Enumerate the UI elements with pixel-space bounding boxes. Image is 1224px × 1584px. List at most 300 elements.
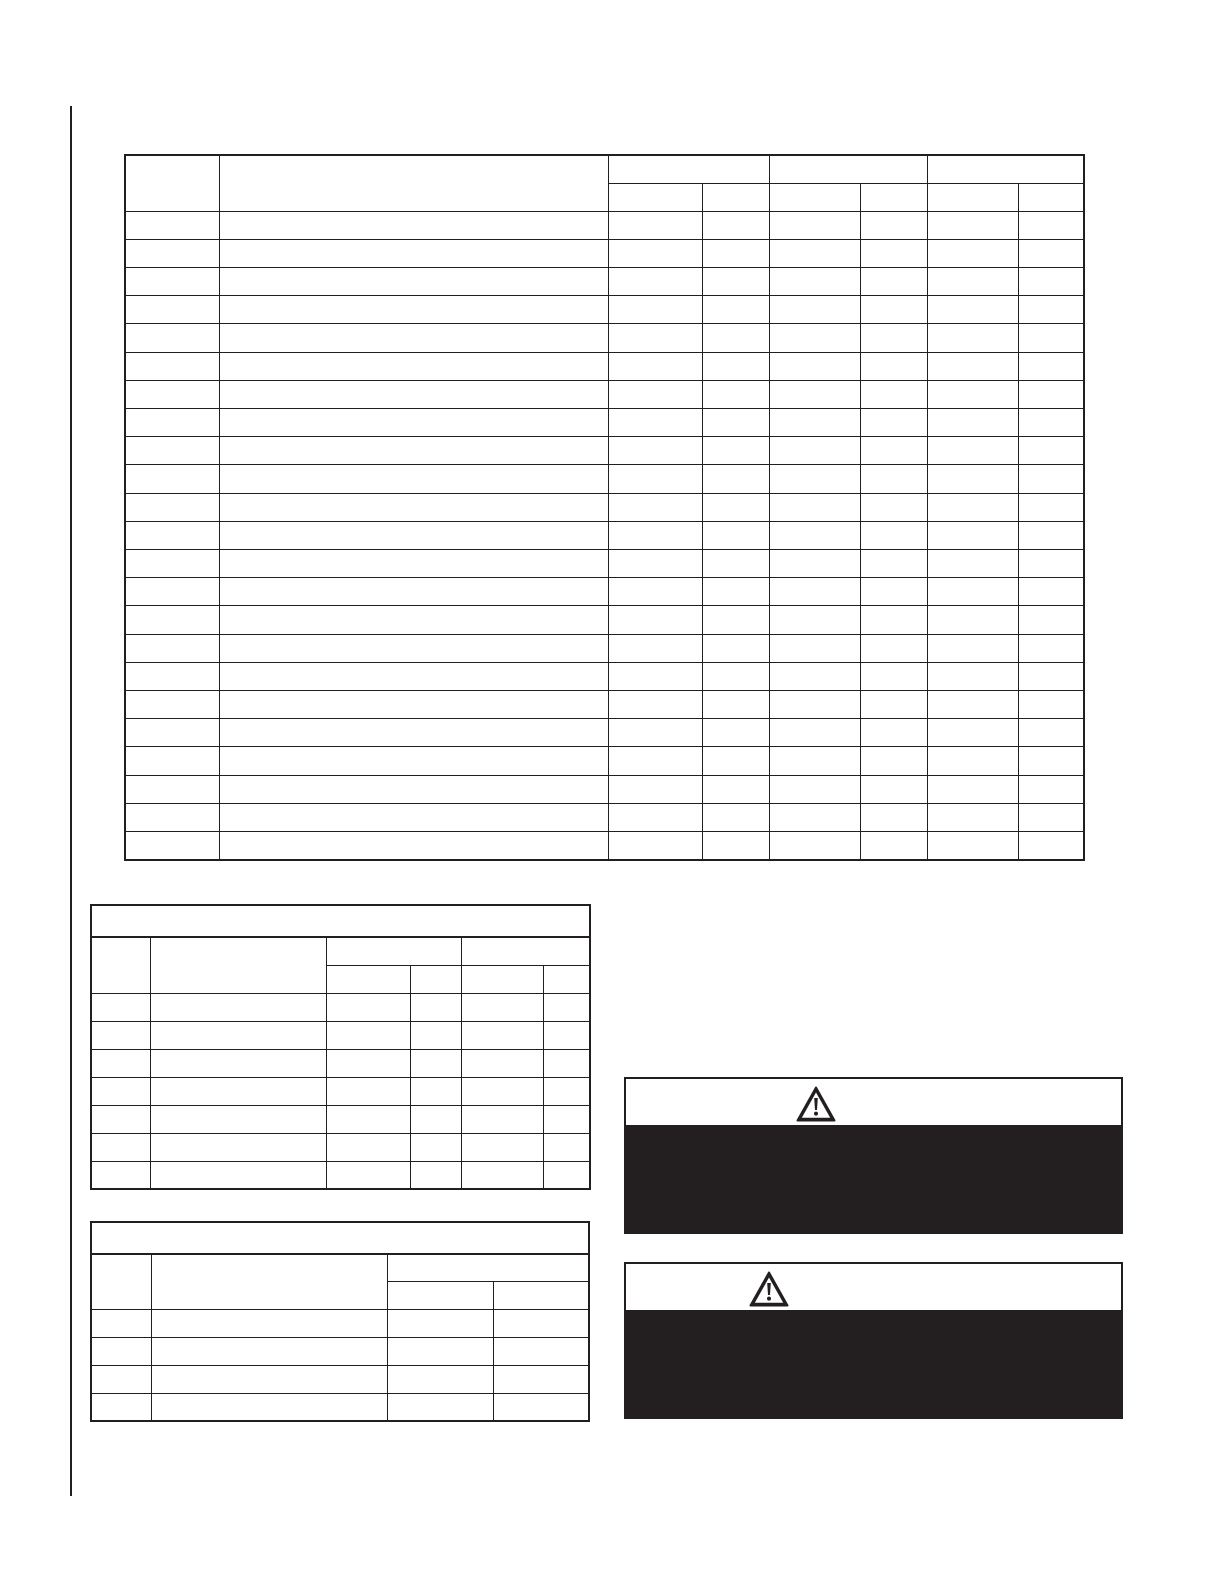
header-group-cell [927, 155, 1084, 183]
table-cell [125, 324, 219, 352]
table-cell [769, 690, 860, 718]
table-cell [219, 719, 608, 747]
header-group-cell [769, 155, 927, 183]
table-cell [125, 352, 219, 380]
table-row [125, 437, 1084, 465]
table-cell [91, 1309, 151, 1337]
table-cell [543, 1049, 590, 1077]
table-cell [150, 1133, 326, 1161]
table-cell [860, 606, 927, 634]
table-cell [543, 1021, 590, 1049]
warning-box [624, 1077, 1123, 1234]
table-cell [860, 634, 927, 662]
table-cell [927, 747, 1018, 775]
table-cell [769, 324, 860, 352]
table-cell [543, 1161, 590, 1189]
header-cell [125, 155, 219, 211]
table-cell [326, 1105, 410, 1133]
table-cell [860, 662, 927, 690]
table-cell [702, 549, 769, 577]
table-cell [608, 831, 702, 860]
table-cell [125, 662, 219, 690]
table-cell [125, 493, 219, 521]
table-cell [326, 1133, 410, 1161]
table-cell [91, 1021, 150, 1049]
table-cell [702, 493, 769, 521]
table-cell [91, 1105, 150, 1133]
table-cell [702, 324, 769, 352]
table-cell [219, 775, 608, 803]
table-cell [927, 803, 1018, 831]
table-cell [387, 1365, 493, 1393]
table-cell [927, 578, 1018, 606]
table-cell [493, 1309, 589, 1337]
table-cell [769, 775, 860, 803]
table-row [91, 1077, 590, 1105]
table-cell [927, 352, 1018, 380]
table-cell [125, 380, 219, 408]
table-row [91, 1049, 590, 1077]
table-row [91, 993, 590, 1021]
table-cell [769, 408, 860, 436]
table-row [125, 352, 1084, 380]
table-cell [219, 408, 608, 436]
table-cell [860, 719, 927, 747]
table-cell [860, 690, 927, 718]
header-cell [702, 183, 769, 211]
table-cell [769, 831, 860, 860]
table-cell [125, 747, 219, 775]
table-cell [927, 634, 1018, 662]
table-cell [608, 267, 702, 295]
table-cell [769, 437, 860, 465]
table-cell [860, 267, 927, 295]
table-cell [125, 803, 219, 831]
table-cell [702, 803, 769, 831]
table-cell [219, 662, 608, 690]
table-cell [387, 1337, 493, 1365]
table-cell [91, 1393, 151, 1421]
header-group-cell [387, 1254, 589, 1281]
table-cell [608, 803, 702, 831]
table-cell [769, 296, 860, 324]
table-cell [769, 747, 860, 775]
table-row [125, 549, 1084, 577]
table-cell [125, 690, 219, 718]
table-cell [927, 437, 1018, 465]
table-row [91, 1393, 589, 1421]
header-cell [326, 965, 410, 993]
table-cell [125, 296, 219, 324]
table-row [91, 1337, 589, 1365]
table-row [125, 211, 1084, 239]
table-cell [702, 521, 769, 549]
table-cell [860, 380, 927, 408]
table-cell [410, 1105, 461, 1133]
table-cell [1018, 521, 1084, 549]
table-cell [125, 521, 219, 549]
table-cell [860, 324, 927, 352]
table-cell [410, 1161, 461, 1189]
table-cell [860, 578, 927, 606]
table-cell [326, 1077, 410, 1105]
table-cell [493, 1365, 589, 1393]
table-cell [150, 1105, 326, 1133]
table-cell [608, 211, 702, 239]
table-cell [461, 1049, 543, 1077]
table-row [125, 719, 1084, 747]
table-row [91, 1161, 590, 1189]
table-row [91, 1309, 589, 1337]
table-row [125, 408, 1084, 436]
table-cell [927, 211, 1018, 239]
table-cell [927, 831, 1018, 860]
table-cell [860, 803, 927, 831]
table-cell [1018, 690, 1084, 718]
table-cell [543, 1133, 590, 1161]
table-cell [702, 267, 769, 295]
warning-triangle-icon [749, 1271, 789, 1307]
table-cell [769, 380, 860, 408]
table-cell [125, 211, 219, 239]
table-cell [769, 634, 860, 662]
table-cell [1018, 380, 1084, 408]
table-cell [608, 606, 702, 634]
table-cell [219, 634, 608, 662]
table-cell [702, 239, 769, 267]
table-cell [927, 296, 1018, 324]
table-cell [151, 1309, 387, 1337]
table-cell [860, 775, 927, 803]
table-cell [860, 831, 927, 860]
table-cell [769, 803, 860, 831]
header-cell [151, 1254, 387, 1309]
table-cell [461, 993, 543, 1021]
table-row [125, 690, 1084, 718]
table-cell [150, 1161, 326, 1189]
table-cell [219, 493, 608, 521]
table-cell [219, 831, 608, 860]
table-cell [608, 775, 702, 803]
table-cell [702, 380, 769, 408]
table-cell [702, 296, 769, 324]
table-cell [769, 719, 860, 747]
header-cell [1018, 183, 1084, 211]
table-row [125, 747, 1084, 775]
table-cell [91, 1049, 150, 1077]
table-cell [150, 1021, 326, 1049]
table-cell [608, 521, 702, 549]
table-cell [927, 324, 1018, 352]
table-cell [1018, 719, 1084, 747]
table-cell [150, 1077, 326, 1105]
table-cell [326, 1161, 410, 1189]
table-cell [91, 1161, 150, 1189]
table-cell [493, 1337, 589, 1365]
table-cell [702, 465, 769, 493]
header-cell [150, 937, 326, 993]
table-cell [608, 296, 702, 324]
table-cell [927, 380, 1018, 408]
table-cell [125, 719, 219, 747]
table-cell [769, 521, 860, 549]
header-cell [927, 183, 1018, 211]
table-cell [702, 634, 769, 662]
table-cell [219, 606, 608, 634]
table-cell [219, 211, 608, 239]
table-cell [326, 1021, 410, 1049]
table-cell [927, 690, 1018, 718]
table-cell [410, 1049, 461, 1077]
table-row [91, 1105, 590, 1133]
main-table-body [125, 211, 1084, 860]
table-cell [608, 437, 702, 465]
table-cell [91, 1365, 151, 1393]
table-cell [461, 1077, 543, 1105]
header-cell [493, 1281, 589, 1309]
table-row [125, 465, 1084, 493]
table-cell [927, 549, 1018, 577]
table-cell [608, 690, 702, 718]
table-cell [219, 690, 608, 718]
table-cell [769, 465, 860, 493]
table-cell [125, 437, 219, 465]
table-cell [769, 493, 860, 521]
table-cell [1018, 493, 1084, 521]
table-cell [860, 352, 927, 380]
table-cell [927, 239, 1018, 267]
table-cell [927, 521, 1018, 549]
table-cell [1018, 465, 1084, 493]
table-cell [219, 521, 608, 549]
middle-table-header [91, 905, 590, 993]
header-group-cell [326, 937, 461, 965]
table-cell [769, 211, 860, 239]
table-cell [219, 549, 608, 577]
table-cell [702, 211, 769, 239]
table-cell [543, 993, 590, 1021]
table-cell [702, 352, 769, 380]
table-row [125, 606, 1084, 634]
table-row [125, 803, 1084, 831]
small-table [90, 1221, 590, 1422]
table-cell [1018, 239, 1084, 267]
header-cell [91, 1254, 151, 1309]
table-cell [151, 1393, 387, 1421]
small-table-title [91, 1222, 589, 1254]
table-row [125, 267, 1084, 295]
table-cell [543, 1105, 590, 1133]
table-cell [1018, 549, 1084, 577]
table-cell [860, 296, 927, 324]
table-row [125, 831, 1084, 860]
table-cell [769, 352, 860, 380]
table-row [125, 239, 1084, 267]
table-row [125, 521, 1084, 549]
main-table [124, 154, 1085, 861]
table-cell [410, 1077, 461, 1105]
table-cell [91, 1337, 151, 1365]
table-cell [608, 380, 702, 408]
table-cell [1018, 296, 1084, 324]
table-cell [927, 493, 1018, 521]
table-cell [219, 803, 608, 831]
table-cell [219, 578, 608, 606]
small-table-body [91, 1309, 589, 1421]
table-cell [702, 408, 769, 436]
table-cell [1018, 831, 1084, 860]
table-cell [927, 408, 1018, 436]
table-cell [410, 1133, 461, 1161]
table-cell [1018, 803, 1084, 831]
table-cell [1018, 662, 1084, 690]
table-row [125, 493, 1084, 521]
table-cell [219, 239, 608, 267]
middle-table-title [91, 905, 590, 937]
header-group-cell [608, 155, 769, 183]
table-cell [1018, 211, 1084, 239]
main-table-header [125, 155, 1084, 211]
header-cell [91, 937, 150, 993]
table-cell [125, 549, 219, 577]
table-cell [461, 1133, 543, 1161]
table-cell [860, 549, 927, 577]
table-cell [608, 465, 702, 493]
table-cell [927, 719, 1018, 747]
table-cell [543, 1077, 590, 1105]
table-cell [608, 408, 702, 436]
header-cell [219, 155, 608, 211]
table-row [125, 775, 1084, 803]
table-cell [927, 775, 1018, 803]
table-cell [860, 521, 927, 549]
table-cell [91, 1077, 150, 1105]
table-cell [1018, 747, 1084, 775]
header-cell [410, 965, 461, 993]
warning-header [626, 1264, 1121, 1310]
table-cell [1018, 352, 1084, 380]
table-cell [1018, 634, 1084, 662]
table-cell [219, 380, 608, 408]
table-cell [125, 408, 219, 436]
table-cell [608, 578, 702, 606]
table-cell [1018, 408, 1084, 436]
margin-rule [70, 106, 72, 1496]
table-cell [125, 239, 219, 267]
table-cell [150, 993, 326, 1021]
table-cell [410, 993, 461, 1021]
table-row [125, 662, 1084, 690]
table-cell [702, 690, 769, 718]
table-cell [927, 465, 1018, 493]
table-cell [125, 465, 219, 493]
table-cell [493, 1393, 589, 1421]
table-cell [219, 465, 608, 493]
table-row [125, 296, 1084, 324]
header-cell [769, 183, 860, 211]
table-cell [769, 606, 860, 634]
header-cell [543, 965, 590, 993]
table-cell [860, 465, 927, 493]
table-cell [219, 324, 608, 352]
table-cell [608, 747, 702, 775]
table-cell [860, 493, 927, 521]
table-cell [608, 634, 702, 662]
table-row [125, 380, 1084, 408]
table-cell [702, 831, 769, 860]
table-cell [702, 719, 769, 747]
table-cell [860, 408, 927, 436]
table-cell [860, 211, 927, 239]
table-cell [151, 1365, 387, 1393]
middle-table-body [91, 993, 590, 1189]
small-table-header [91, 1222, 589, 1309]
header-cell [387, 1281, 493, 1309]
warning-triangle-icon [796, 1086, 836, 1122]
table-cell [125, 775, 219, 803]
header-cell [608, 183, 702, 211]
table-row [125, 634, 1084, 662]
table-cell [326, 993, 410, 1021]
table-cell [608, 324, 702, 352]
table-cell [608, 719, 702, 747]
table-cell [150, 1049, 326, 1077]
table-cell [702, 662, 769, 690]
warning-header [626, 1079, 1121, 1125]
table-cell [125, 831, 219, 860]
table-cell [125, 267, 219, 295]
table-cell [702, 747, 769, 775]
table-cell [1018, 606, 1084, 634]
table-cell [461, 1021, 543, 1049]
table-cell [1018, 578, 1084, 606]
table-cell [91, 993, 150, 1021]
table-cell [219, 437, 608, 465]
table-cell [608, 493, 702, 521]
table-cell [769, 239, 860, 267]
table-cell [1018, 324, 1084, 352]
table-cell [125, 606, 219, 634]
table-cell [860, 437, 927, 465]
table-row [91, 1133, 590, 1161]
header-cell [860, 183, 927, 211]
table-cell [769, 267, 860, 295]
table-cell [91, 1133, 150, 1161]
table-cell [769, 549, 860, 577]
table-cell [702, 775, 769, 803]
table-cell [608, 549, 702, 577]
table-cell [1018, 775, 1084, 803]
table-row [125, 324, 1084, 352]
table-cell [702, 578, 769, 606]
table-cell [461, 1105, 543, 1133]
table-cell [927, 606, 1018, 634]
header-group-cell [461, 937, 590, 965]
table-row [91, 1365, 589, 1393]
table-row [91, 1021, 590, 1049]
header-cell [461, 965, 543, 993]
table-cell [927, 662, 1018, 690]
table-cell [219, 352, 608, 380]
table-cell [927, 267, 1018, 295]
table-cell [219, 747, 608, 775]
table-cell [219, 267, 608, 295]
warning-box [624, 1262, 1123, 1419]
table-cell [125, 634, 219, 662]
table-cell [608, 662, 702, 690]
table-cell [608, 239, 702, 267]
table-cell [1018, 437, 1084, 465]
